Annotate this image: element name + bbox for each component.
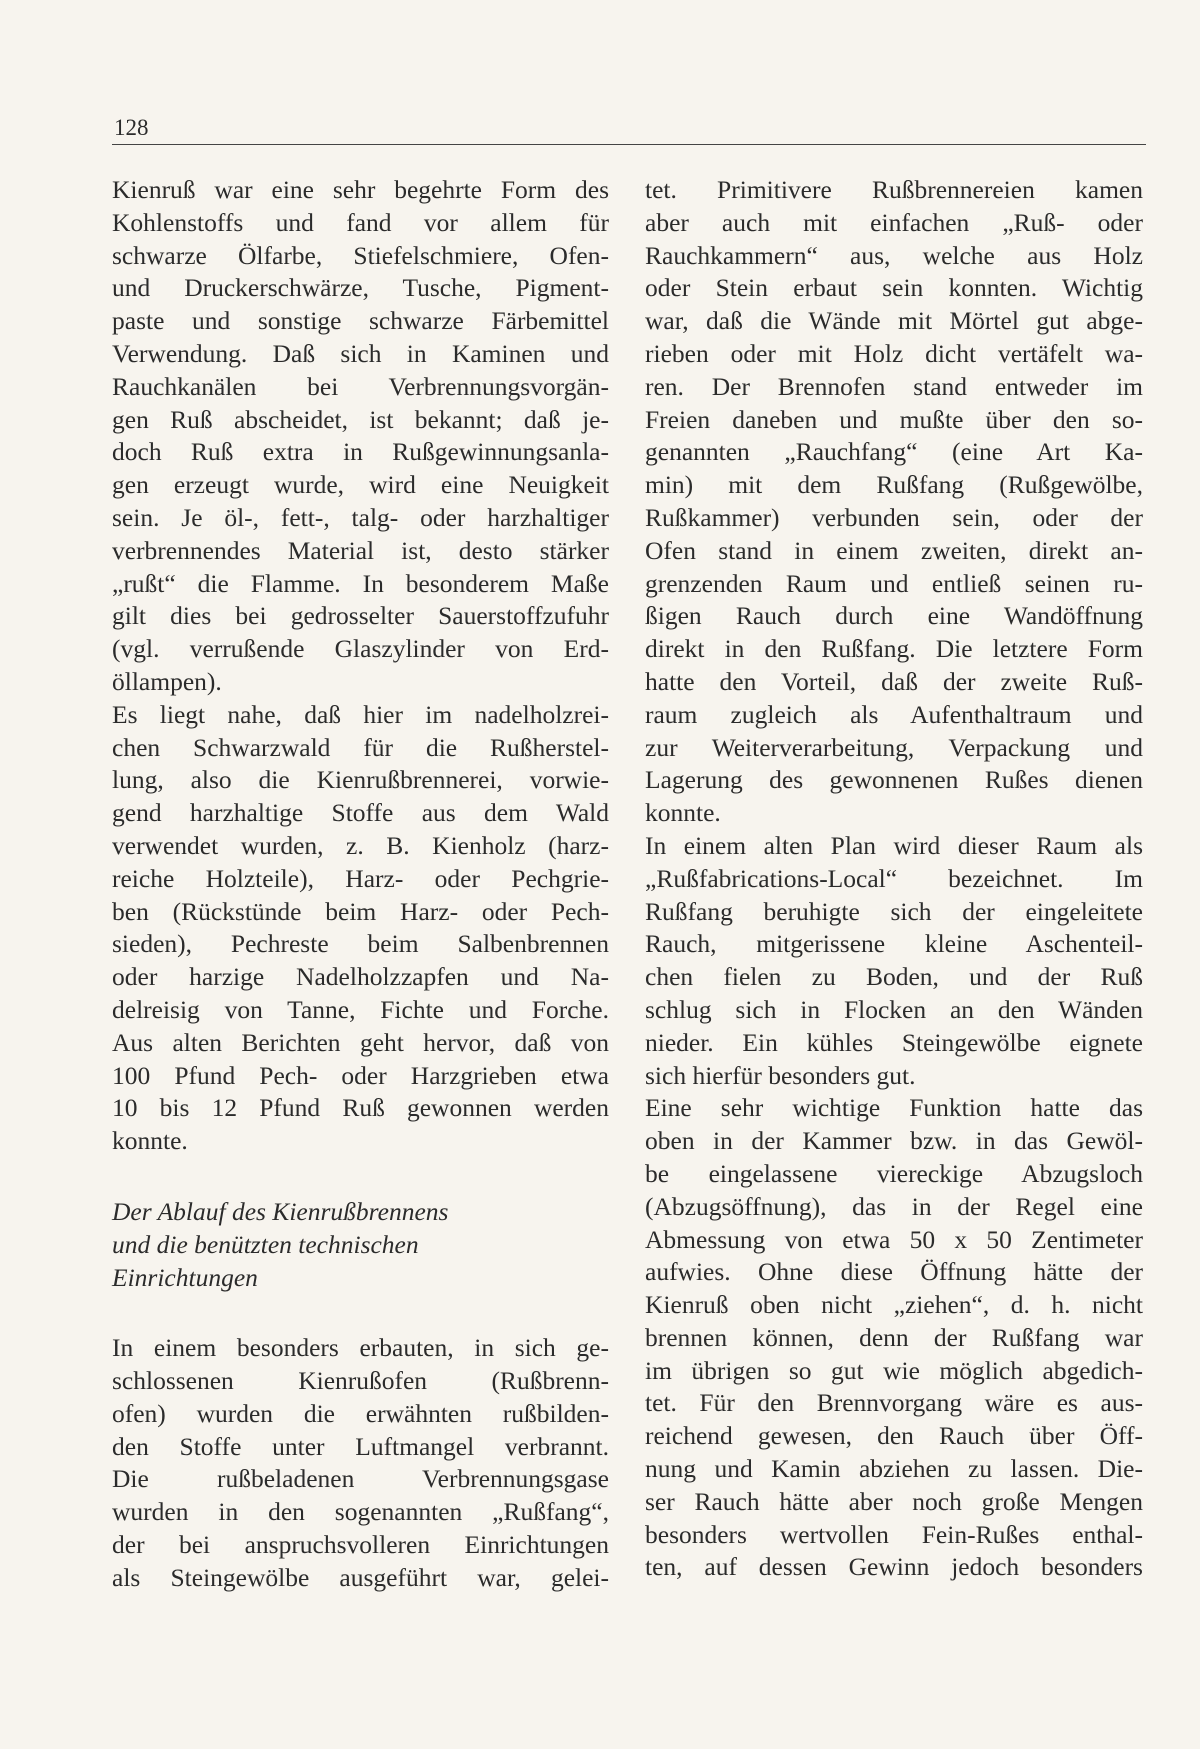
text-line: Lagerung des gewonnenen Rußes dienen: [645, 765, 1143, 795]
text-line: raum zugleich als Aufenthaltraum und: [645, 699, 1143, 729]
text-line: brennen können, denn der Rußfang war: [645, 1322, 1143, 1352]
text-line: rieben oder mit Holz dicht vertäfelt wa-: [645, 338, 1143, 368]
text-line: lung, also die Kienrußbrennerei, vorwie-: [112, 765, 609, 795]
text-line: reiche Holzteile), Harz- oder Pechgrie-: [112, 863, 609, 893]
text-line: 10 bis 12 Pfund Ruß gewonnen werden: [112, 1093, 609, 1123]
paragraph: [645, 174, 1143, 830]
text-line: öllampen).: [112, 666, 222, 696]
text-line: ser Rauch hätte aber noch große Mengen: [645, 1486, 1143, 1516]
text-line: grenzenden Raum und entließ seinen ru-: [645, 568, 1143, 598]
text-line: und Druckerschwärze, Tusche, Pigment-: [112, 273, 609, 303]
text-line: tet. Für den Brennvorgang wäre es aus-: [645, 1388, 1143, 1418]
text-line: wurden in den sogenannten „Rußfang“,: [112, 1497, 609, 1527]
text-line: Rußkammer) verbunden sein, oder der: [645, 502, 1143, 532]
text-line: zur Weiterverarbeitung, Verpackung und: [645, 732, 1143, 762]
text-line: In einem alten Plan wird dieser Raum als: [645, 830, 1143, 860]
text-line: 100 Pfund Pech- oder Harzgrieben etwa: [112, 1060, 609, 1090]
paragraph: [112, 1332, 609, 1594]
text-line: tet. Primitivere Rußbrennereien kamen: [645, 175, 1143, 204]
text-line: oder Stein erbaut sein konnten. Wichtig: [645, 273, 1143, 303]
text-line: Ofen stand in einem zweiten, direkt an-: [645, 535, 1143, 565]
text-line: sieden), Pechreste beim Salbenbrennen: [112, 929, 609, 959]
text-line: war, daß die Wände mit Mörtel gut abge-: [645, 306, 1143, 336]
text-line: gend harzhaltige Stoffe aus dem Wald: [112, 798, 609, 828]
paragraph: [112, 699, 609, 1158]
paragraph: [645, 1092, 1143, 1584]
text-line: sich hierfür besonders gut.: [645, 1060, 916, 1090]
text-line: der bei anspruchsvolleren Einrichtungen: [112, 1530, 609, 1560]
text-line: paste und sonstige schwarze Färbemittel: [112, 306, 609, 336]
text-line: Die rußbeladenen Verbrennungsgase: [112, 1464, 609, 1494]
text-line: In einem besonders erbauten, in sich ge-: [112, 1333, 609, 1363]
text-line: schwarze Ölfarbe, Stiefelschmiere, Ofen-: [112, 240, 609, 270]
text-line: Kienruß war eine sehr begehrte Form des: [112, 175, 609, 204]
text-line: ren. Der Brennofen stand entweder im: [645, 371, 1143, 401]
text-line: oben in der Kammer bzw. in das Gewöl-: [645, 1126, 1143, 1156]
text-line: delreisig von Tanne, Fichte und Forche.: [112, 994, 609, 1024]
text-line: Es liegt nahe, daß hier im nadelholzrei-: [112, 699, 609, 729]
text-line: den Stoffe unter Luftmangel verbrannt.: [112, 1431, 609, 1461]
text-line: Kohlenstoffs und fand vor allem für: [112, 207, 609, 237]
text-line: schlossenen Kienrußofen (Rußbrenn-: [112, 1366, 609, 1396]
text-line: gen erzeugt wurde, wird eine Neuigkeit: [112, 470, 609, 500]
text-line: Rußfang beruhigte sich der eingeleitete: [645, 896, 1143, 926]
section-heading: [112, 1196, 609, 1294]
text-line: verbrennendes Material ist, desto stärker: [112, 535, 609, 565]
text-line: ßigen Rauch durch eine Wandöffnung: [645, 601, 1143, 631]
text-line: nieder. Ein kühles Steingewölbe eignete: [645, 1027, 1143, 1057]
text-line: be eingelassene viereckige Abzugsloch: [645, 1158, 1143, 1188]
text-line: gen Ruß abscheidet, ist bekannt; daß je-: [112, 404, 609, 434]
paragraph: [645, 830, 1143, 1092]
text-line: direkt in den Rußfang. Die letztere Form: [645, 634, 1143, 664]
text-line: doch Ruß extra in Rußgewinnungsanla-: [112, 437, 609, 467]
page-number: 128: [114, 115, 149, 140]
right-column: [645, 174, 1143, 1584]
text-line: besonders wertvollen Fein-Rußes enthal-: [645, 1519, 1143, 1549]
text-line: Eine sehr wichtige Funktion hatte das: [645, 1093, 1143, 1123]
text-line: ten, auf dessen Gewinn jedoch besonders: [645, 1552, 1143, 1582]
text-line: nung und Kamin abziehen zu lassen. Die-: [645, 1454, 1143, 1484]
text-line: (Abzugsöffnung), das in der Regel eine: [645, 1191, 1143, 1221]
text-line: Rauch, mitgerissene kleine Aschenteil-: [645, 929, 1143, 959]
text-line: „rußt“ die Flamme. In besonderem Maße: [112, 568, 609, 598]
text-line: oder harzige Nadelholzzapfen und Na-: [112, 962, 609, 992]
text-line: ben (Rückstünde beim Harz- oder Pech-: [112, 896, 609, 926]
text-line: hatte den Vorteil, daß der zweite Ruß-: [645, 666, 1143, 696]
text-line: sein. Je öl-, fett-, talg- oder harzhaltiger: [112, 502, 609, 532]
text-line: Der Ablauf des Kienrußbrennens: [112, 1196, 449, 1226]
text-line: genannten „Rauchfang“ (eine Art Ka-: [645, 437, 1143, 467]
text-line: (vgl. verrußende Glaszylinder von Erd-: [112, 634, 609, 664]
text-line: Kienruß oben nicht „ziehen“, d. h. nicht: [645, 1290, 1143, 1320]
text-line: chen fielen zu Boden, und der Ruß: [645, 962, 1143, 992]
text-line: schlug sich in Flocken an den Wänden: [645, 994, 1143, 1024]
text-line: chen Schwarzwald für die Rußherstel-: [112, 732, 609, 762]
left-column: [112, 174, 609, 1595]
text-line: Rauchkammern“ aus, welche aus Holz: [645, 240, 1143, 270]
text-line: Einrichtungen: [112, 1262, 258, 1292]
text-line: min) mit dem Rußfang (Rußgewölbe,: [645, 470, 1143, 500]
text-line: „Rußfabrications-Local“ bezeichnet. Im: [645, 863, 1143, 893]
text-line: Rauchkanälen bei Verbrennungsvorgän-: [112, 371, 609, 401]
text-line: und die benützten technischen: [112, 1229, 419, 1259]
page-header: [112, 114, 1146, 145]
text-line: Freien daneben und mußte über den so-: [645, 404, 1143, 434]
text-line: aufwies. Ohne diese Öffnung hätte der: [645, 1257, 1143, 1287]
text-line: aber auch mit einfachen „Ruß- oder: [645, 207, 1143, 237]
text-line: ofen) wurden die erwähnten rußbilden-: [112, 1398, 609, 1428]
text-line: gilt dies bei gedrosselter Sauerstoffzufuhr: [112, 601, 609, 631]
text-line: konnte.: [645, 798, 721, 828]
text-line: verwendet wurden, z. B. Kienholz (harz-: [112, 830, 609, 860]
text-line: Aus alten Berichten geht hervor, daß von: [112, 1027, 609, 1057]
text-line: im übrigen so gut wie möglich abgedich-: [645, 1355, 1143, 1385]
text-line: reichend gewesen, den Rauch über Öff-: [645, 1421, 1143, 1451]
text-line: konnte.: [112, 1126, 188, 1156]
text-line: Verwendung. Daß sich in Kaminen und: [112, 338, 609, 368]
paragraph: [112, 174, 609, 699]
text-line: Abmessung von etwa 50 x 50 Zentimeter: [645, 1224, 1143, 1254]
text-line: als Steingewölbe ausgeführt war, gelei-: [112, 1562, 609, 1592]
